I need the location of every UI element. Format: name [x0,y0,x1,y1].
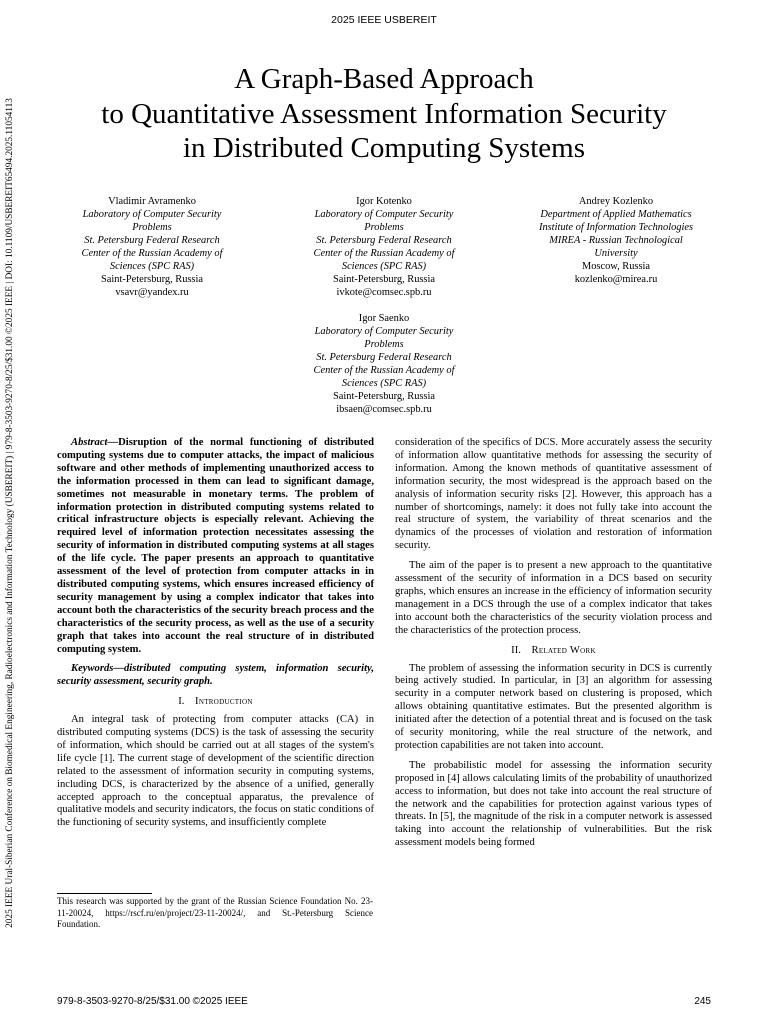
footnote-rule [57,893,152,894]
conference-header: 2025 IEEE USBEREIT [331,14,437,26]
author-block-4 [284,312,484,416]
section-heading-related-work [395,645,712,658]
author-affiliation [284,208,484,273]
affiliation-line: Problems [364,222,404,233]
author-affiliation [284,325,484,390]
author-affiliation [52,208,252,273]
affiliation-line: Sciences (SPC RAS) [341,378,427,389]
affiliation-line: MIREA - Russian Technological [549,235,683,246]
section-number: II. [511,644,521,656]
author-affiliation [516,208,716,260]
author-block-1 [52,195,252,299]
abstract-lead: Abstract [71,437,108,448]
left-column [57,437,374,837]
paper-title [40,62,728,166]
affiliation-line: Department of Applied Mathematics [540,209,692,220]
section-title: Introduction [195,696,253,708]
page-number: 245 [694,996,711,1007]
section-title: Related Work [531,644,596,656]
copyright-footer: 979-8-3503-9270-8/25/$31.00 ©2025 IEEE [57,996,248,1007]
author-email: vsavr@yandex.ru [115,287,189,298]
affiliation-line: Center of the Russian Academy of [313,365,455,376]
keywords: Keywords—distributed computing system, information security, security assessment, security graph. [57,663,374,688]
affiliation-line: Problems [132,222,172,233]
affiliation-line: St. Petersburg Federal Research [84,235,220,246]
affiliation-line: Laboratory of Computer Security [82,209,222,220]
author-name: Vladimir Avramenko [108,196,196,207]
author-city: Saint-Petersburg, Russia [101,274,203,285]
author-block-3 [516,195,716,286]
title-line-1: A Graph-Based Approach [234,63,534,95]
affiliation-line: St. Petersburg Federal Research [316,235,452,246]
abstract-text: —Disruption of the normal functioning of distributed computing systems due to computer attacks, the impact of malicious software and other methods of implementing unauthorized access to the information processed in them can lead to significant damage, sometimes not measurable in monetary terms. The problem of information protection in distributed computing systems related to critical infrastructure objects is especially relevant. Achieving the required level of information protection necessitates assessing the security of information in distributed computing systems at all stages of the life cycle. The paper presents an approach to quantitative assessment of the level of protection from computer attacks in in distributed computing systems, which ensures increased efficiency of security management by using a complex indicator that takes into account both the characteristics of the security breach process and the characteristics of the security process, as well as the use of a security graph that takes into account the real structure of in distributed computing system. [57,437,374,655]
section-number: I. [178,696,185,708]
title-line-3: in Distributed Computing Systems [183,132,585,164]
right-column [395,437,712,857]
affiliation-line: St. Petersburg Federal Research [316,352,452,363]
affiliation-line: Center of the Russian Academy of [313,248,455,259]
body-paragraph: The probabilistic model for assessing the information security proposed in [4] allows calculating limits of the probability of unauthorized access to information, but does not take into account the real structure of the network and the capabilities for protection against various types of threats. In [5], the magnitude of the risk in a computer network is assessed taking into account the relationship of vulnerabilities. But the risk assessment models being formed [395,759,712,849]
abstract [57,437,374,656]
author-email: kozlenko@mirea.ru [574,274,658,285]
affiliation-line: Sciences (SPC RAS) [109,261,195,272]
affiliation-line: Problems [364,339,404,350]
affiliation-line: Laboratory of Computer Security [314,209,454,220]
doi-sidebar [1,75,19,950]
affiliation-line: Institute of Information Technologies [538,222,694,233]
author-name: Andrey Kozlenko [578,196,654,207]
body-paragraph: An integral task of protecting from computer attacks (CA) in distributed computing systems (DCS) is the task of assessing the security of information, which should be carried out at all stages of the system's life cycle [1]. The current stage of development of the scientific direction related to the assessment of information security in computing systems, including DCS, is characterized by the absence of a unified, generally accepted approach to the conceptual apparatus, the prevalence of qualitative models and security indicators, the focus on static conditions of the functioning of security systems, and insufficiently complete [57,714,374,829]
author-email: ibsaen@comsec.spb.ru [336,404,432,415]
author-city: Saint-Petersburg, Russia [333,391,435,402]
affiliation-line: Laboratory of Computer Security [314,326,454,337]
author-city: Moscow, Russia [581,261,651,272]
affiliation-line: Sciences (SPC RAS) [341,261,427,272]
author-city: Saint-Petersburg, Russia [333,274,435,285]
doi-sidebar-text: 2025 IEEE Ural-Siberian Conference on Biomedical Engineering, Radioelectronics and Information Technology (USBEREIT) | 979-8-3503-9270-8/25/$31.00 ©2025 IEEE | DOI: 10.1109/USBEREIT65494.2025.11054113 [5,97,15,928]
author-name: Igor Saenko [358,313,410,324]
body-paragraph: consideration of the specifics of DCS. More accurately assess the security of information allow quantitative methods for assessing the security of information. Among the known methods of quantitative assessment of information security, the most widespread is the approach based on the analysis of information security risks [2]. However, this approach has a number of shortcomings, namely: it does not fully take into account the real structure of system, the variability of threat scenarios and the dynamics of the processes of violation and restoration of information security. [395,437,712,552]
affiliation-line: Center of the Russian Academy of [81,248,223,259]
title-line-2: to Quantitative Assessment Information Security [101,97,667,130]
body-paragraph: The aim of the paper is to present a new approach to the quantitative assessment of the security of information in a DCS based on security graphs, which ensures an increase in the efficiency of information security management in a DCS through the use of a complex indicator that takes into account both the characteristics of the security violation process and the characteristics of the protection process. [395,560,712,636]
author-block-2 [284,195,484,299]
body-paragraph: The problem of assessing the information security in DCS is currently being actively studied. In particular, in [3] an algorithm for assessing security in a computer network based on clustering is proposed, which allows obtaining quantitative estimates. But the presented algorithm is initiated after the detection of a potential threat and is focused on the task of security monitoring, while the real structure of the network, and protection capabilities are not taken into account. [395,662,712,751]
author-email: ivkote@comsec.spb.ru [336,287,432,298]
affiliation-line: University [594,248,638,259]
funding-footnote: This research was supported by the grant of the Russian Science Foundation No. 23-11-20024, https://rscf.ru/en/project/23-11-20024/, and St.-Petersburg Science Foundation. [57,896,373,929]
section-heading-introduction [57,696,374,709]
author-name: Igor Kotenko [356,196,412,207]
